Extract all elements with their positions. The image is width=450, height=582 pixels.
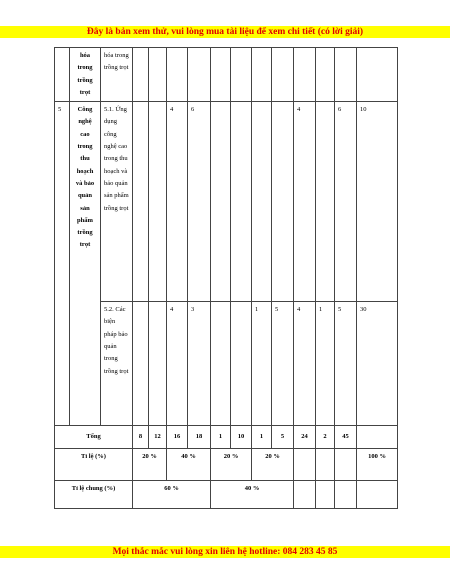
ratio-row <box>55 449 398 481</box>
count-cell: 6 <box>335 102 357 302</box>
total-cell <box>357 426 398 449</box>
preview-notice-text: Đây là bản xem thử, vui lòng mua tài liệu để xem chi tiết (có lời giải) <box>86 27 364 37</box>
total-cell: 8 <box>133 426 149 449</box>
preview-notice-banner <box>0 26 450 38</box>
count-cell <box>133 102 149 302</box>
total-cell: 1 <box>211 426 231 449</box>
count-cell: 1 <box>316 302 335 426</box>
hotline-text: Mọi thắc mắc vui lòng xin liên hệ hotline: 084 283 45 85 <box>112 547 338 557</box>
stt-cell <box>55 48 70 102</box>
ratio-cell: 20 % <box>133 449 167 481</box>
unit-cell: 5.2. Các biện pháp bảo quản trong trồng trọt <box>101 302 133 426</box>
totals-row <box>55 426 398 449</box>
ratio-label: Tỉ lệ (%) <box>55 449 133 481</box>
stt-cell: 5 <box>55 102 70 426</box>
count-cell: 6 <box>188 102 211 302</box>
total-cell: 24 <box>294 426 316 449</box>
total-cell: 12 <box>149 426 167 449</box>
count-cell: 4 <box>294 302 316 426</box>
table-row <box>55 302 398 426</box>
total-cell: 2 <box>316 426 335 449</box>
count-cell: 4 <box>167 102 188 302</box>
totals-label: Tổng <box>55 426 133 449</box>
count-cell: 10 <box>357 102 398 302</box>
count-cell <box>149 102 167 302</box>
count-cell: 5 <box>335 302 357 426</box>
count-cell: 3 <box>188 302 211 426</box>
count-cell: 5 <box>272 302 294 426</box>
count-cell <box>252 102 272 302</box>
count-cell: 30 <box>357 302 398 426</box>
count-cell <box>211 302 231 426</box>
table-row <box>55 48 398 102</box>
topic-cell: Công nghệ cao trong thu hoạch và bảo quản sản phẩm trồng trọt <box>70 102 101 426</box>
total-cell: 1 <box>252 426 272 449</box>
overall-ratio-label: Tỉ lệ chung (%) <box>55 481 133 509</box>
count-cell <box>231 302 252 426</box>
table-row <box>55 102 398 302</box>
total-cell: 18 <box>188 426 211 449</box>
ratio-cell: 20 % <box>252 449 294 481</box>
count-cell <box>316 102 335 302</box>
topic-cell: hóa trong trồng trọt <box>70 48 101 102</box>
unit-cell: 5.1. Ứng dụng công nghệ cao trong thu hoạch và bảo quản sản phẩm trồng trọt <box>101 102 133 302</box>
total-cell: 5 <box>272 426 294 449</box>
count-cell: 1 <box>252 302 272 426</box>
overall-ratio-row <box>55 481 398 509</box>
count-cell: 4 <box>294 102 316 302</box>
total-cell: 16 <box>167 426 188 449</box>
overall-ratio-cell: 40 % <box>211 481 294 509</box>
ratio-total-cell: 100 % <box>357 449 398 481</box>
count-cell <box>133 302 149 426</box>
hotline-banner <box>0 546 450 558</box>
count-cell <box>272 102 294 302</box>
ratio-cell: 40 % <box>167 449 211 481</box>
count-cell <box>231 102 252 302</box>
count-cell <box>211 102 231 302</box>
count-cell: 4 <box>167 302 188 426</box>
ratio-cell: 20 % <box>211 449 252 481</box>
overall-ratio-cell: 60 % <box>133 481 211 509</box>
count-cell <box>149 302 167 426</box>
total-cell: 10 <box>231 426 252 449</box>
total-cell: 45 <box>335 426 357 449</box>
unit-cell: hóa trong trồng trọt <box>101 48 133 102</box>
assessment-matrix-table <box>54 47 398 509</box>
